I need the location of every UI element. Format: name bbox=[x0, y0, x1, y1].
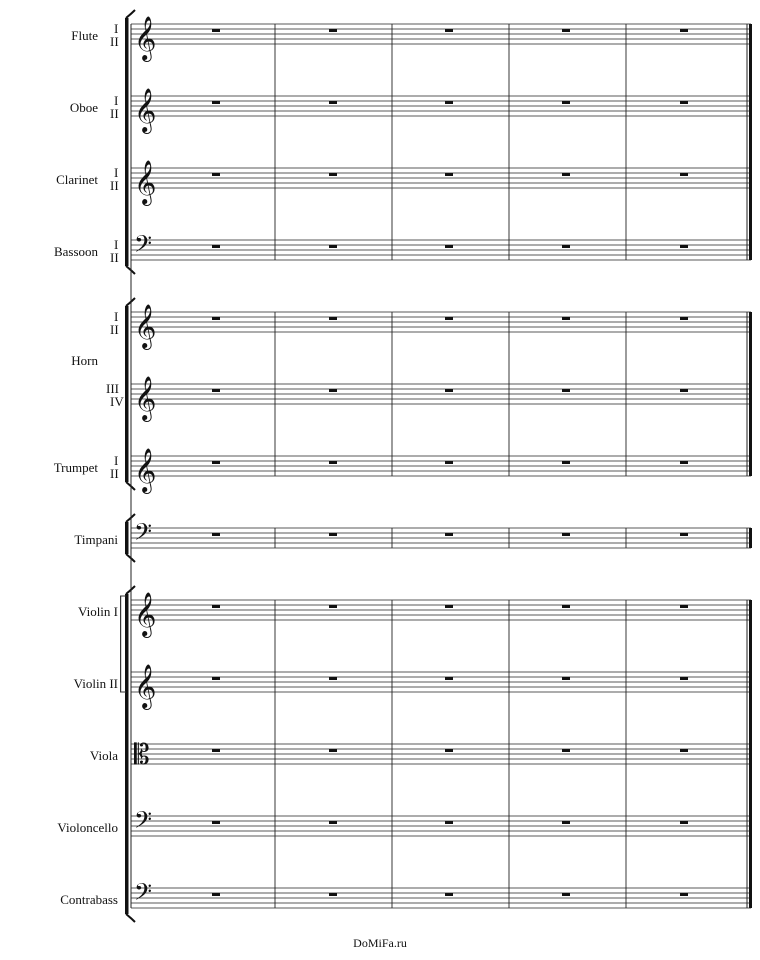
whole-rest-icon bbox=[212, 29, 220, 32]
group-bracket bbox=[125, 522, 129, 554]
group-bracket bbox=[125, 594, 129, 914]
whole-rest-icon bbox=[680, 749, 688, 752]
whole-rest-icon bbox=[212, 173, 220, 176]
whole-rest-icon bbox=[329, 461, 337, 464]
whole-rest-icon bbox=[212, 461, 220, 464]
instrument-name-horn: Horn bbox=[71, 353, 98, 368]
whole-rest-icon bbox=[680, 317, 688, 320]
bass-clef-icon: 𝄢 bbox=[134, 230, 153, 263]
instrument-name-contrabass: Contrabass bbox=[60, 892, 118, 907]
whole-rest-icon bbox=[445, 605, 453, 608]
whole-rest-icon bbox=[562, 893, 570, 896]
bass-clef-icon: 𝄢 bbox=[134, 878, 153, 911]
whole-rest-icon bbox=[329, 389, 337, 392]
bass-clef-icon: 𝄢 bbox=[134, 518, 153, 551]
whole-rest-icon bbox=[445, 677, 453, 680]
instrument-name-flute: Flute bbox=[71, 28, 98, 43]
whole-rest-icon bbox=[212, 605, 220, 608]
part-number: II bbox=[110, 466, 119, 481]
part-number: I bbox=[114, 93, 119, 108]
instrument-name-trumpet: Trumpet bbox=[53, 460, 98, 475]
whole-rest-icon bbox=[212, 893, 220, 896]
whole-rest-icon bbox=[562, 245, 570, 248]
final-barline-thick bbox=[749, 312, 752, 476]
instrument-name-violin1: Violin I bbox=[77, 604, 118, 619]
whole-rest-icon bbox=[445, 173, 453, 176]
violin-subbracket bbox=[120, 596, 121, 692]
whole-rest-icon bbox=[680, 893, 688, 896]
whole-rest-icon bbox=[329, 317, 337, 320]
whole-rest-icon bbox=[445, 893, 453, 896]
treble-clef-icon: 𝄞 bbox=[134, 304, 157, 348]
whole-rest-icon bbox=[680, 821, 688, 824]
whole-rest-icon bbox=[329, 677, 337, 680]
instrument-name-bassoon: Bassoon bbox=[53, 244, 98, 259]
whole-rest-icon bbox=[329, 533, 337, 536]
part-number: I bbox=[114, 453, 119, 468]
treble-clef-icon: 𝄞 bbox=[134, 448, 157, 492]
final-barline-thick bbox=[749, 24, 752, 260]
whole-rest-icon bbox=[212, 749, 220, 752]
whole-rest-icon bbox=[445, 245, 453, 248]
whole-rest-icon bbox=[680, 245, 688, 248]
whole-rest-icon bbox=[680, 29, 688, 32]
whole-rest-icon bbox=[329, 605, 337, 608]
part-number: I bbox=[114, 21, 119, 36]
treble-clef-icon: 𝄞 bbox=[134, 664, 157, 708]
instrument-name-clarinet: Clarinet bbox=[56, 172, 98, 187]
whole-rest-icon bbox=[445, 749, 453, 752]
whole-rest-icon bbox=[680, 461, 688, 464]
whole-rest-icon bbox=[329, 173, 337, 176]
whole-rest-icon bbox=[445, 533, 453, 536]
part-number: II bbox=[110, 178, 119, 193]
whole-rest-icon bbox=[212, 533, 220, 536]
whole-rest-icon bbox=[329, 29, 337, 32]
whole-rest-icon bbox=[212, 677, 220, 680]
whole-rest-icon bbox=[212, 389, 220, 392]
whole-rest-icon bbox=[562, 101, 570, 104]
whole-rest-icon bbox=[445, 821, 453, 824]
whole-rest-icon bbox=[562, 317, 570, 320]
whole-rest-icon bbox=[562, 173, 570, 176]
part-number: I bbox=[114, 237, 119, 252]
treble-clef-icon: 𝄞 bbox=[134, 88, 157, 132]
instrument-name-cello: Violoncello bbox=[57, 820, 118, 835]
whole-rest-icon bbox=[329, 749, 337, 752]
part-number: II bbox=[110, 106, 119, 121]
group-bracket bbox=[125, 18, 129, 266]
whole-rest-icon bbox=[445, 389, 453, 392]
whole-rest-icon bbox=[445, 317, 453, 320]
whole-rest-icon bbox=[680, 101, 688, 104]
alto-clef-icon: 𝄡 bbox=[134, 738, 150, 771]
whole-rest-icon bbox=[445, 29, 453, 32]
footer-credit: DoMiFa.ru bbox=[353, 936, 407, 950]
whole-rest-icon bbox=[212, 245, 220, 248]
whole-rest-icon bbox=[212, 317, 220, 320]
instrument-name-viola: Viola bbox=[89, 748, 118, 763]
whole-rest-icon bbox=[680, 533, 688, 536]
whole-rest-icon bbox=[329, 893, 337, 896]
part-number: I bbox=[114, 309, 119, 324]
part-number: IV bbox=[110, 394, 124, 409]
whole-rest-icon bbox=[680, 173, 688, 176]
instrument-name-oboe: Oboe bbox=[69, 100, 98, 115]
whole-rest-icon bbox=[212, 101, 220, 104]
bracket-bottom-hook bbox=[126, 914, 135, 922]
whole-rest-icon bbox=[212, 821, 220, 824]
whole-rest-icon bbox=[680, 389, 688, 392]
whole-rest-icon bbox=[680, 677, 688, 680]
part-number: II bbox=[110, 250, 119, 265]
final-barline-thick bbox=[749, 528, 752, 548]
whole-rest-icon bbox=[562, 677, 570, 680]
treble-clef-icon: 𝄞 bbox=[134, 16, 157, 60]
whole-rest-icon bbox=[329, 245, 337, 248]
whole-rest-icon bbox=[562, 605, 570, 608]
part-number: II bbox=[110, 322, 119, 337]
bass-clef-icon: 𝄢 bbox=[134, 806, 153, 839]
part-number: III bbox=[106, 381, 119, 396]
whole-rest-icon bbox=[562, 29, 570, 32]
whole-rest-icon bbox=[562, 749, 570, 752]
whole-rest-icon bbox=[445, 461, 453, 464]
part-number: II bbox=[110, 34, 119, 49]
part-number: I bbox=[114, 165, 119, 180]
whole-rest-icon bbox=[562, 389, 570, 392]
treble-clef-icon: 𝄞 bbox=[134, 592, 157, 636]
whole-rest-icon bbox=[562, 821, 570, 824]
whole-rest-icon bbox=[562, 461, 570, 464]
group-bracket bbox=[125, 306, 129, 482]
whole-rest-icon bbox=[445, 101, 453, 104]
whole-rest-icon bbox=[329, 101, 337, 104]
treble-clef-icon: 𝄞 bbox=[134, 376, 157, 420]
final-barline-thick bbox=[749, 600, 752, 908]
whole-rest-icon bbox=[562, 533, 570, 536]
instrument-name-timpani: Timpani bbox=[74, 532, 118, 547]
whole-rest-icon bbox=[680, 605, 688, 608]
whole-rest-icon bbox=[329, 821, 337, 824]
instrument-name-violin2: Violin II bbox=[73, 676, 118, 691]
treble-clef-icon: 𝄞 bbox=[134, 160, 157, 204]
